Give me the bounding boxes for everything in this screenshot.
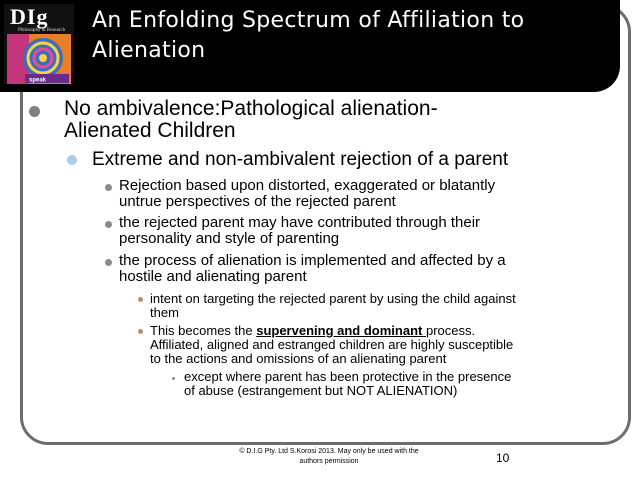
logo-subtitle: Philosophy & Research [18,28,66,33]
level3-line-1: the process of alienation is implemented and affected by a [119,252,506,269]
level3-line-2: personality and style of parenting [119,230,340,247]
level4-bullet [150,292,628,320]
bullet-dot [105,221,112,228]
level4-line-2: them [150,305,179,320]
bullet-dot [138,297,143,302]
level4-bullet [150,324,628,366]
level3-line-1: Rejection based upon distorted, exaggerated or blatantly [119,177,496,194]
level4-line-3: to the actions and omissions of an alienating parent [150,351,447,366]
slide-title-line-2: Alienation [92,38,206,63]
bullet-dot [172,377,175,380]
level3-bullet [119,253,624,285]
level3-line-2: hostile and alienating parent [119,268,307,285]
logo-text: DIg [10,4,49,29]
level5-bullet [184,370,624,398]
level4-emphasis: supervening and dominant [256,323,426,338]
page-number: 10 [496,451,510,465]
level4-line-1 [150,324,628,338]
bullet-dot [105,259,112,266]
level5-line-2: of abuse (estrangement but NOT ALIENATION) [184,383,458,398]
level4-line-1: intent on targeting the rejected parent by using the child against [150,291,516,306]
level1-line-1: No ambivalence:Pathological alienation- [64,97,438,120]
footer-copyright [224,447,434,467]
level3-line-1: the rejected parent may have contributed through their [119,214,481,231]
level3-line-2: untrue perspectives of the rejected parent [119,193,396,210]
slide-title-line-1: An Enfolding Spectrum of Affiliation to [92,8,525,33]
level1-line-2: Alienated Children [64,119,236,142]
level2-text: Extreme and non-ambivalent rejection of a parent [92,149,509,170]
level3-bullet [119,178,624,210]
level4-suffix: process. [425,323,476,338]
level2-bullet [92,149,632,170]
bullet-dot [138,329,143,334]
bullet-dot [105,184,112,191]
footer-line-2: authors permission [299,458,359,465]
bullet-dot [67,155,77,165]
level5-line-1: except where parent has been protective in the presence [184,369,512,384]
footer-line-1: © D.I.G Pty. Ltd S.Korosi 2013. May only be used with the [239,448,419,455]
level3-bullet [119,215,624,247]
level1-bullet [64,98,624,142]
svg-text:speak: speak [29,77,47,84]
level4-prefix: This becomes the [150,323,257,338]
level4-line-2: Affiliated, aligned and estranged children are highly susceptible [150,337,514,352]
bullet-dot [29,106,40,117]
